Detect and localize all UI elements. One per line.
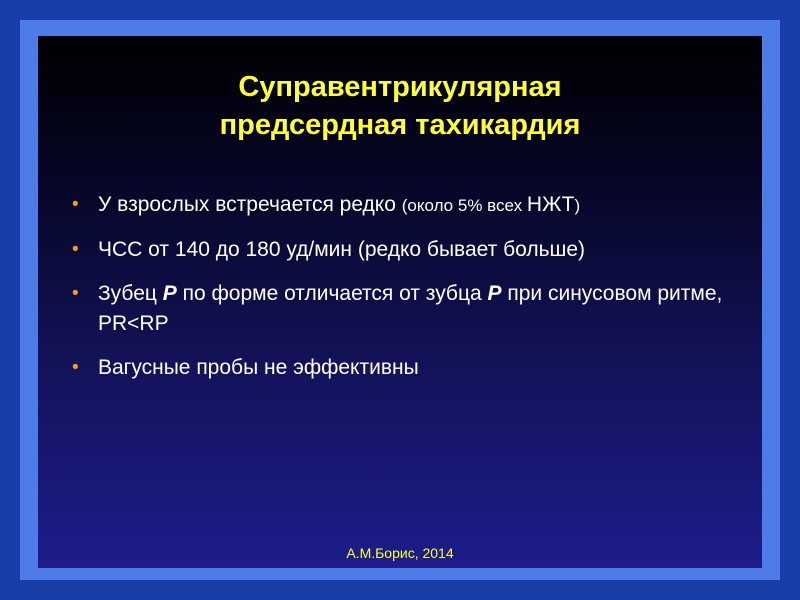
bullet-text: Вагусные пробы не эффективны	[98, 356, 419, 379]
bullet-item-2	[72, 235, 732, 265]
bullet-note-abbr: НЖТ	[526, 193, 575, 216]
bullet-item-3	[72, 279, 732, 339]
slide-title	[0, 68, 800, 144]
bullet-icon: •	[72, 283, 79, 304]
title-line-2: предсердная тахикардия	[219, 109, 581, 141]
bullet-text-part-3: при синусовом ритме, PR<RP	[98, 282, 723, 335]
bullet-item-1	[72, 190, 732, 221]
bullet-list	[72, 190, 732, 397]
bullet-note-end: )	[574, 196, 581, 215]
bullet-item-4	[72, 353, 732, 383]
bullet-icon: •	[72, 357, 79, 378]
p-wave-label-1: Р	[162, 282, 177, 305]
slide-footer-credit: А.М.Борис, 2014	[346, 545, 454, 561]
p-wave-label-2: Р	[487, 282, 502, 305]
bullet-text: ЧСС от 140 до 180 уд/мин (редко бывает больше)	[98, 238, 586, 261]
bullet-icon: •	[72, 239, 79, 260]
bullet-icon: •	[72, 194, 79, 215]
bullet-text: У взрослых встречается редко	[98, 193, 402, 216]
title-line-1: Суправентрикулярная	[238, 71, 562, 103]
bullet-text-part-1: Зубец	[98, 282, 163, 305]
bullet-text-part-2: по форме отличается от зубца	[176, 282, 488, 305]
bullet-note: (около 5% всех	[401, 196, 527, 215]
